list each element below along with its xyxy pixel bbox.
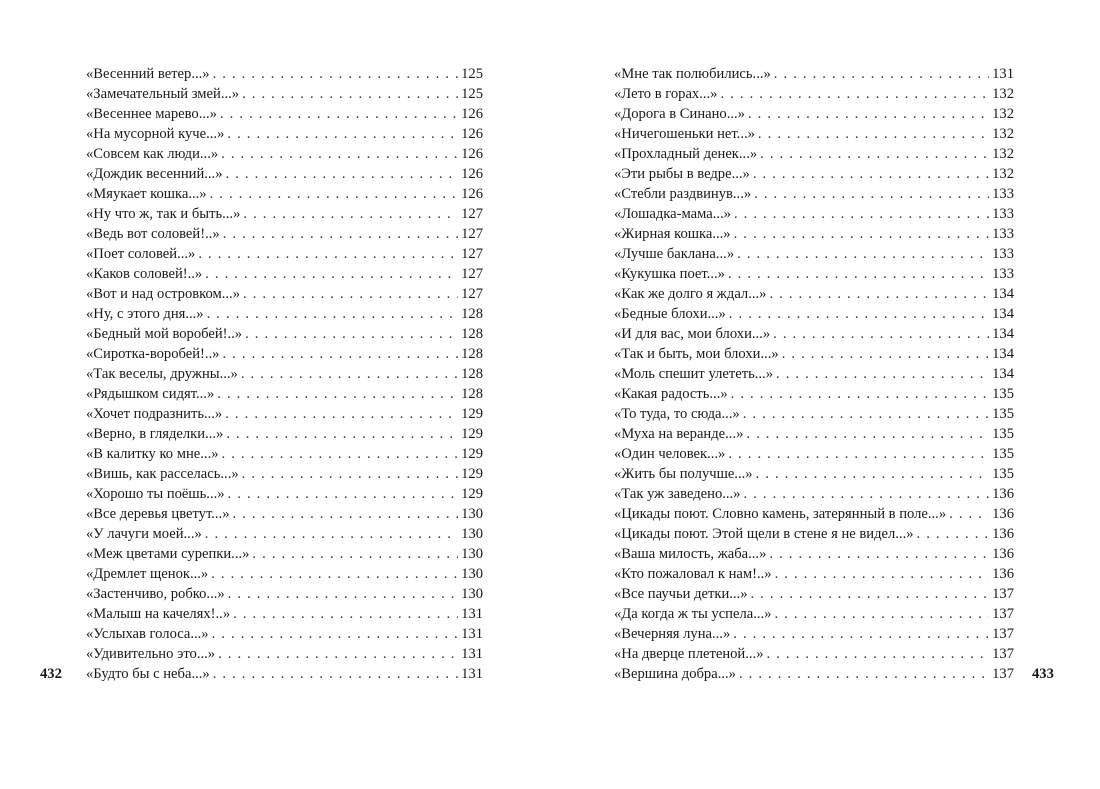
dot-leader	[746, 424, 989, 444]
toc-entry-page: 129	[461, 486, 483, 502]
toc-entry-page: 137	[992, 606, 1014, 622]
toc-entry-page: 137	[992, 586, 1014, 602]
toc-entry-title: «Как же долго я ждал...»	[614, 286, 767, 302]
toc-entry-page: 133	[992, 246, 1014, 262]
toc-entry-title: «Хочет подразнить...»	[86, 406, 223, 422]
toc-entry-title: «Сиротка-воробей!..»	[86, 346, 220, 362]
toc-entry-title: «Меж цветами сурепки...»	[86, 546, 250, 562]
toc-entry-title: «Верно, в гляделки...»	[86, 426, 224, 442]
toc-entry-title: «Какая радость...»	[614, 386, 728, 402]
toc-entry-page: 134	[992, 326, 1014, 342]
dot-leader	[213, 64, 459, 84]
toc-entry	[614, 464, 1014, 484]
dot-leader	[252, 544, 458, 564]
toc-entry-title: «Так уж заведено...»	[614, 486, 741, 502]
toc-entry	[614, 484, 1014, 504]
toc-entry-title: «Дорога в Синано...»	[614, 106, 745, 122]
toc-entry-page: 136	[992, 506, 1014, 522]
toc-entry-title: «Все деревья цветут...»	[86, 506, 230, 522]
dot-leader	[227, 124, 458, 144]
toc-entry-page: 134	[992, 366, 1014, 382]
toc-entry	[86, 444, 483, 464]
toc-entry-title: «Мне так полюбились...»	[614, 66, 771, 82]
toc-entry-page: 135	[992, 386, 1014, 402]
left-page-number: 432	[40, 666, 62, 682]
dot-leader	[756, 464, 990, 484]
toc-entry-page: 129	[461, 426, 483, 442]
dot-leader	[222, 344, 458, 364]
dot-leader	[773, 324, 989, 344]
dot-leader	[228, 484, 459, 504]
toc-entry-page: 131	[461, 646, 483, 662]
toc-entry	[86, 384, 483, 404]
toc-entry-title: «Цикады поют. Словно камень, затерянный в поле...»	[614, 506, 947, 522]
dot-leader	[242, 84, 458, 104]
dot-leader	[220, 104, 458, 124]
toc-entry	[86, 664, 483, 684]
dot-leader	[753, 164, 989, 184]
toc-entry	[614, 504, 1014, 524]
toc-entry	[86, 364, 483, 384]
toc-entry-page: 130	[461, 586, 483, 602]
dot-leader	[217, 384, 458, 404]
toc-entry	[614, 224, 1014, 244]
dot-leader	[225, 404, 458, 424]
dot-leader	[245, 324, 458, 344]
toc-entry-page: 129	[461, 466, 483, 482]
toc-entry-title: «Дождик весенний...»	[86, 166, 223, 182]
dot-leader	[729, 304, 989, 324]
dot-leader	[748, 104, 989, 124]
toc-entry-page: 128	[461, 366, 483, 382]
toc-entry	[86, 264, 483, 284]
toc-entry-page: 133	[992, 226, 1014, 242]
dot-leader	[226, 164, 459, 184]
toc-entry-page: 133	[992, 206, 1014, 222]
toc-entry-page: 134	[992, 306, 1014, 322]
toc-entry-title: «На мусорной куче...»	[86, 126, 225, 142]
toc-entry-page: 127	[461, 206, 483, 222]
toc-entry	[86, 524, 483, 544]
toc-entry	[86, 644, 483, 664]
toc-entry	[86, 344, 483, 364]
toc-entry-page: 125	[461, 66, 483, 82]
toc-entry	[614, 264, 1014, 284]
toc-entry-page: 132	[992, 166, 1014, 182]
dot-leader	[720, 84, 989, 104]
dot-leader	[728, 444, 989, 464]
toc-entry	[86, 284, 483, 304]
toc-entry-page: 131	[461, 666, 483, 682]
toc-entry-title: «Дремлет щенок...»	[86, 566, 209, 582]
toc-entry	[614, 304, 1014, 324]
dot-leader	[734, 224, 990, 244]
toc-entry	[86, 304, 483, 324]
dot-leader	[769, 544, 989, 564]
toc-entry-page: 129	[461, 406, 483, 422]
toc-entry-title: «Ничегошеньки нет...»	[614, 126, 755, 142]
toc-entry-title: «Ведь вот соловей!..»	[86, 226, 220, 242]
dot-leader	[760, 144, 989, 164]
toc-entry-page: 130	[461, 566, 483, 582]
toc-entry-title: «Все паучьи детки...»	[614, 586, 748, 602]
toc-entry-title: «Рядышком сидят...»	[86, 386, 215, 402]
dot-leader	[767, 644, 990, 664]
toc-entry	[86, 84, 483, 104]
toc-entry-title: «Один человек...»	[614, 446, 726, 462]
toc-entry-title: «Цикады поют. Этой щели в стене я не видел...»	[614, 526, 914, 542]
toc-entry-title: «Ну что ж, так и быть...»	[86, 206, 241, 222]
toc-entry-title: «Лучше баклана...»	[614, 246, 735, 262]
toc-entry-title: «Кукушка поет...»	[614, 266, 725, 282]
toc-entry	[614, 524, 1014, 544]
toc-entry-title: «Ну, с этого дня...»	[86, 306, 204, 322]
toc-entry	[614, 584, 1014, 604]
toc-entry-page: 128	[461, 386, 483, 402]
toc-entry-title: «Вишь, как расселась...»	[86, 466, 239, 482]
toc-entry	[614, 404, 1014, 424]
toc-entry	[86, 64, 483, 84]
toc-entry	[614, 664, 1014, 684]
toc-entry	[614, 324, 1014, 344]
dot-leader	[226, 424, 458, 444]
toc-entry-page: 126	[461, 126, 483, 142]
dot-leader	[743, 404, 989, 424]
toc-entry-page: 128	[461, 346, 483, 362]
toc-entry-title: «Прохладный денек...»	[614, 146, 758, 162]
toc-entry-page: 132	[992, 146, 1014, 162]
toc-entry-title: «Услыхав голоса...»	[86, 626, 209, 642]
toc-entry-page: 135	[992, 426, 1014, 442]
toc-entry	[614, 144, 1014, 164]
toc-entry-title: «Весенний ветер...»	[86, 66, 210, 82]
toc-entry	[86, 204, 483, 224]
dot-leader	[774, 604, 989, 624]
dot-leader	[949, 504, 989, 524]
dot-leader	[782, 344, 989, 364]
toc-entry-page: 135	[992, 446, 1014, 462]
toc-entry	[614, 344, 1014, 364]
toc-entry	[86, 124, 483, 144]
toc-entry-page: 132	[992, 106, 1014, 122]
toc-entry	[614, 64, 1014, 84]
toc-entry-page: 127	[461, 286, 483, 302]
dot-leader	[775, 564, 990, 584]
toc-entry	[614, 204, 1014, 224]
toc-entry-title: «Вершина добра...»	[614, 666, 736, 682]
toc-entry-page: 126	[461, 186, 483, 202]
toc-entry	[86, 584, 483, 604]
dot-leader	[754, 184, 989, 204]
dot-leader	[731, 384, 989, 404]
toc-entry	[614, 424, 1014, 444]
dot-leader	[213, 664, 458, 684]
toc-entry	[86, 544, 483, 564]
dot-leader	[241, 364, 458, 384]
left-toc-column	[86, 64, 483, 684]
toc-entry	[614, 164, 1014, 184]
dot-leader	[734, 204, 989, 224]
dot-leader	[218, 644, 458, 664]
toc-entry-page: 126	[461, 146, 483, 162]
toc-entry-title: «Эти рыбы в ведре...»	[614, 166, 750, 182]
toc-entry	[86, 104, 483, 124]
dot-leader	[769, 284, 989, 304]
toc-entry	[614, 564, 1014, 584]
toc-entry-page: 134	[992, 286, 1014, 302]
toc-entry-title: «Весеннее марево...»	[86, 106, 217, 122]
toc-entry-title: «То туда, то сюда...»	[614, 406, 740, 422]
toc-entry-page: 126	[461, 106, 483, 122]
toc-entry-page: 137	[992, 666, 1014, 682]
toc-entry-title: «Так веселы, дружны...»	[86, 366, 238, 382]
toc-entry-page: 132	[992, 126, 1014, 142]
toc-entry	[86, 224, 483, 244]
toc-entry-title: «Вечерняя луна...»	[614, 626, 731, 642]
toc-entry	[86, 564, 483, 584]
dot-leader	[243, 284, 458, 304]
toc-entry	[86, 464, 483, 484]
toc-entry	[86, 424, 483, 444]
toc-entry-page: 136	[992, 526, 1014, 542]
toc-entry-page: 136	[992, 546, 1014, 562]
toc-entry-title: «Хорошо ты поёшь...»	[86, 486, 225, 502]
toc-entry-title: «Жирная кошка...»	[614, 226, 731, 242]
toc-entry-title: «Поет соловей...»	[86, 246, 196, 262]
dot-leader	[739, 664, 989, 684]
dot-leader	[205, 264, 458, 284]
toc-entry-title: «Мяукает кошка...»	[86, 186, 207, 202]
toc-entry	[86, 324, 483, 344]
dot-leader	[917, 524, 990, 544]
toc-entry	[86, 504, 483, 524]
toc-entry-title: «Будто бы с неба...»	[86, 666, 210, 682]
toc-entry-title: «Каков соловей!..»	[86, 266, 203, 282]
toc-entry	[614, 124, 1014, 144]
toc-entry-page: 136	[992, 486, 1014, 502]
toc-entry-title: «Да когда ж ты успела...»	[614, 606, 772, 622]
dot-leader	[198, 244, 458, 264]
toc-entry-page: 128	[461, 326, 483, 342]
dot-leader	[776, 364, 989, 384]
toc-entry-page: 126	[461, 166, 483, 182]
toc-entry	[86, 484, 483, 504]
dot-leader	[221, 144, 458, 164]
dot-leader	[205, 524, 458, 544]
toc-entry-page: 135	[992, 406, 1014, 422]
dot-leader	[210, 184, 459, 204]
toc-entry-title: «Так и быть, мои блохи...»	[614, 346, 779, 362]
dot-leader	[751, 584, 990, 604]
dot-leader	[728, 264, 989, 284]
toc-entry-page: 132	[992, 86, 1014, 102]
right-page-number: 433	[1032, 666, 1054, 682]
dot-leader	[223, 224, 458, 244]
toc-entry-page: 133	[992, 266, 1014, 282]
toc-entry-title: «Кто пожаловал к нам!..»	[614, 566, 772, 582]
toc-entry-page: 129	[461, 446, 483, 462]
toc-entry-title: «Лето в горах...»	[614, 86, 718, 102]
toc-entry	[614, 184, 1014, 204]
toc-entry-title: «Совсем как люди...»	[86, 146, 219, 162]
toc-entry	[86, 404, 483, 424]
toc-entry-page: 127	[461, 226, 483, 242]
toc-entry-page: 134	[992, 346, 1014, 362]
toc-entry	[614, 104, 1014, 124]
toc-entry	[614, 444, 1014, 464]
toc-entry-page: 130	[461, 546, 483, 562]
toc-entry	[614, 384, 1014, 404]
toc-entry-page: 136	[992, 566, 1014, 582]
dot-leader	[228, 584, 458, 604]
toc-entry-title: «Бедные блохи...»	[614, 306, 726, 322]
toc-entry-page: 130	[461, 526, 483, 542]
dot-leader	[743, 484, 989, 504]
toc-entry	[86, 244, 483, 264]
toc-entry-page: 128	[461, 306, 483, 322]
toc-entry-page: 131	[461, 606, 483, 622]
toc-entry-title: «В калитку ко мне...»	[86, 446, 219, 462]
toc-entry-title: «Бедный мой воробей!..»	[86, 326, 243, 342]
toc-entry-title: «Вот и над островком...»	[86, 286, 241, 302]
toc-entry	[614, 284, 1014, 304]
toc-entry-page: 131	[461, 626, 483, 642]
right-toc-column	[614, 64, 1014, 684]
toc-entry-page: 127	[461, 246, 483, 262]
toc-entry	[614, 644, 1014, 664]
toc-entry	[86, 144, 483, 164]
dot-leader	[212, 624, 459, 644]
dot-leader	[243, 204, 458, 224]
dot-leader	[242, 464, 458, 484]
toc-entry-title: «Застенчиво, робко...»	[86, 586, 225, 602]
toc-entry-page: 135	[992, 466, 1014, 482]
dot-leader	[737, 244, 989, 264]
toc-entry-page: 137	[992, 646, 1014, 662]
toc-entry	[614, 544, 1014, 564]
toc-entry-title: «Ваша милость, жаба...»	[614, 546, 767, 562]
dot-leader	[207, 304, 459, 324]
dot-leader	[774, 64, 989, 84]
toc-entry-title: «Лошадка-мама...»	[614, 206, 731, 222]
toc-entry	[86, 604, 483, 624]
toc-entry	[614, 84, 1014, 104]
toc-entry	[614, 624, 1014, 644]
toc-entry-title: «Муха на веранде...»	[614, 426, 744, 442]
toc-entry	[614, 244, 1014, 264]
dot-leader	[733, 624, 989, 644]
toc-entry-title: «На дверце плетеной...»	[614, 646, 764, 662]
toc-entry-title: «Удивительно это...»	[86, 646, 216, 662]
toc-entry-title: «Стебли раздвинув...»	[614, 186, 752, 202]
toc-entry-page: 125	[461, 86, 483, 102]
toc-entry-page: 133	[992, 186, 1014, 202]
toc-entry-page: 127	[461, 266, 483, 282]
toc-entry-page: 130	[461, 506, 483, 522]
toc-entry	[86, 624, 483, 644]
dot-leader	[233, 604, 458, 624]
dot-leader	[211, 564, 458, 584]
toc-entry	[86, 184, 483, 204]
toc-entry	[614, 604, 1014, 624]
toc-entry-title: «Замечательный змей...»	[86, 86, 240, 102]
toc-entry-page: 137	[992, 626, 1014, 642]
dot-leader	[758, 124, 989, 144]
toc-entry-title: «И для вас, мои блохи...»	[614, 326, 771, 342]
toc-entry-title: «Малыш на качелях!..»	[86, 606, 231, 622]
toc-entry	[614, 364, 1014, 384]
dot-leader	[233, 504, 459, 524]
toc-entry	[86, 164, 483, 184]
toc-entry-title: «У лачуги моей...»	[86, 526, 202, 542]
toc-entry-title: «Моль спешит улететь...»	[614, 366, 773, 382]
dot-leader	[222, 444, 459, 464]
toc-entry-title: «Жить бы получше...»	[614, 466, 753, 482]
toc-entry-page: 131	[992, 66, 1014, 82]
